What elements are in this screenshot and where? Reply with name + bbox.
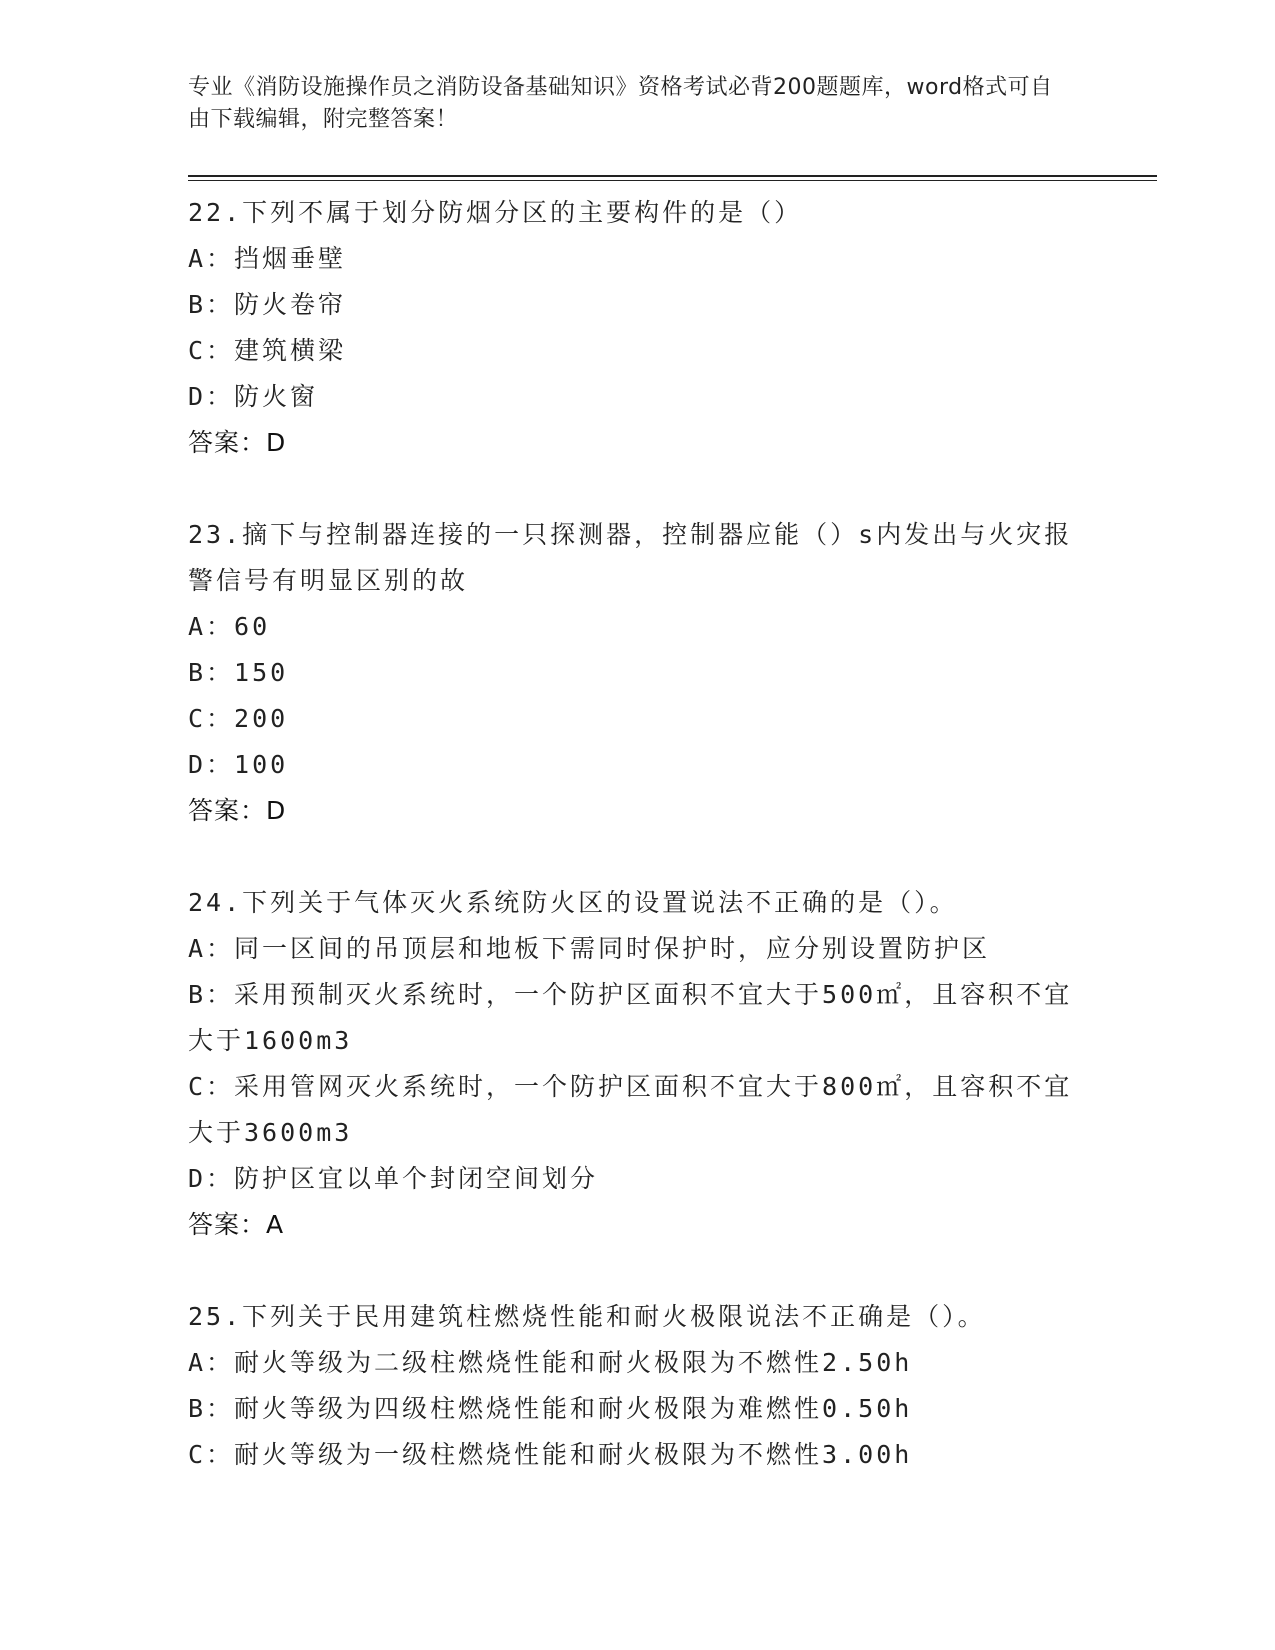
question-stem: 23.摘下与控制器连接的一只探测器，控制器应能（）s内发出与火灾报警信号有明显区别的故	[188, 520, 1073, 595]
option-a: A：60	[188, 612, 271, 641]
option-a: A：挡烟垂壁	[188, 244, 347, 273]
question-22	[188, 190, 1078, 466]
question-stem: 25.下列关于民用建筑柱燃烧性能和耐火极限说法不正确是（）。	[188, 1302, 986, 1331]
question-list	[188, 190, 1078, 1524]
question-stem: 24.下列关于气体灭火系统防火区的设置说法不正确的是（）。	[188, 888, 958, 917]
question-25	[188, 1294, 1078, 1478]
option-c: C：200	[188, 704, 289, 733]
option-a: A：耐火等级为二级柱燃烧性能和耐火极限为不燃性2.50h	[188, 1348, 913, 1377]
header-divider	[188, 175, 1157, 181]
option-b: B：采用预制灭火系统时，一个防护区面积不宜大于500㎡，且容积不宜大于1600m3	[188, 980, 1073, 1055]
option-c: C：耐火等级为一级柱燃烧性能和耐火极限为不燃性3.00h	[188, 1440, 913, 1469]
option-d: D：防火窗	[188, 382, 319, 411]
answer-line: 答案：D	[188, 796, 287, 825]
option-b: B：耐火等级为四级柱燃烧性能和耐火极限为难燃性0.50h	[188, 1394, 913, 1423]
option-a: A：同一区间的吊顶层和地板下需同时保护时，应分别设置防护区	[188, 934, 991, 963]
option-c: C：采用管网灭火系统时，一个防护区面积不宜大于800㎡，且容积不宜大于3600m3	[188, 1072, 1073, 1147]
option-b: B：150	[188, 658, 289, 687]
question-stem: 22.下列不属于划分防烟分区的主要构件的是（）	[188, 198, 803, 227]
option-d: D：防护区宜以单个封闭空间划分	[188, 1164, 599, 1193]
option-b: B：防火卷帘	[188, 290, 347, 319]
option-d: D：100	[188, 750, 289, 779]
question-23	[188, 512, 1078, 834]
answer-line: 答案：A	[188, 1210, 285, 1239]
option-c: C：建筑横梁	[188, 336, 347, 365]
answer-line: 答案：D	[188, 428, 287, 457]
question-24	[188, 880, 1078, 1248]
document-header: 专业《消防设施操作员之消防设备基础知识》资格考试必背200题题库，word格式可自由下载编辑，附完整答案！	[188, 75, 1053, 132]
